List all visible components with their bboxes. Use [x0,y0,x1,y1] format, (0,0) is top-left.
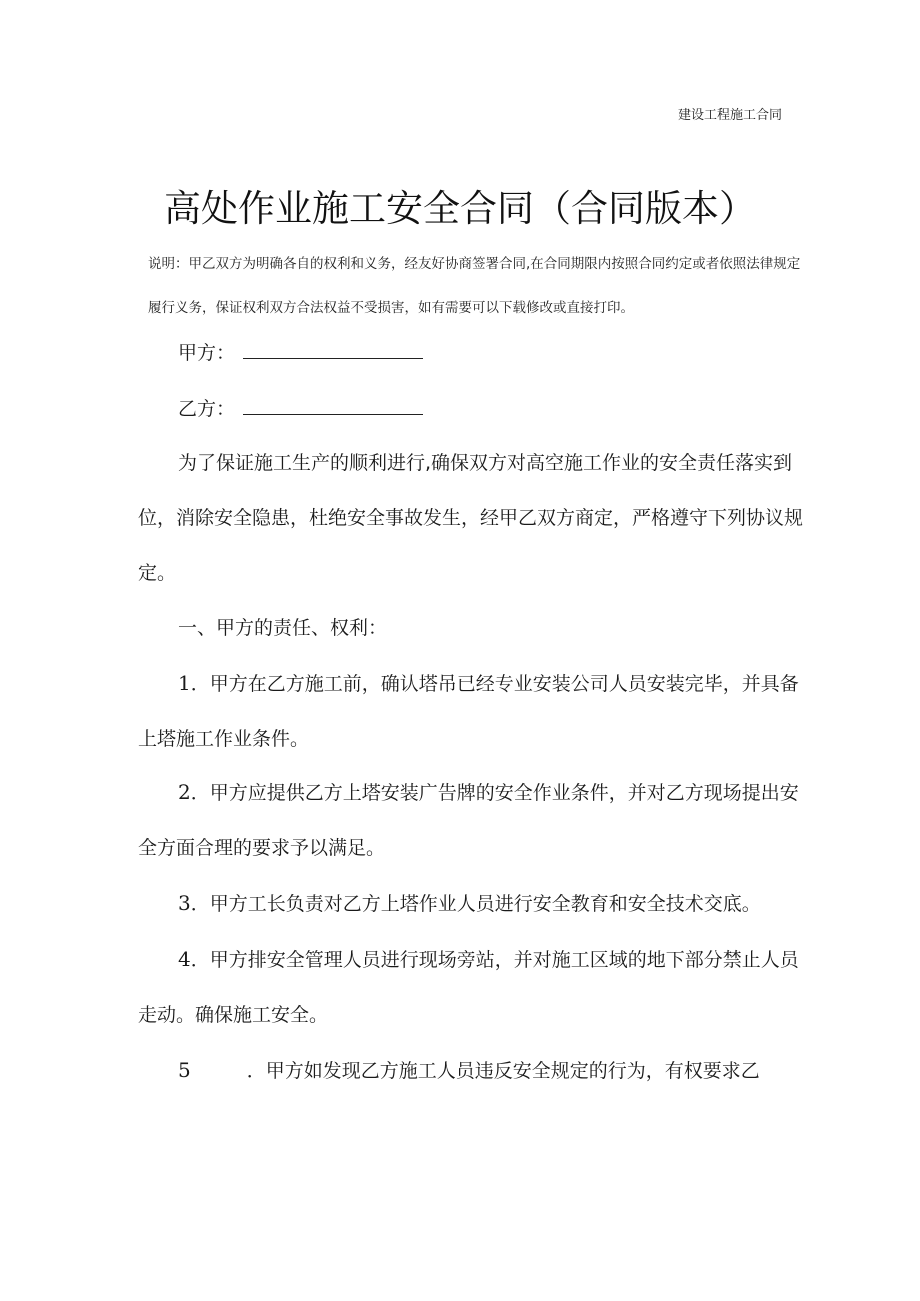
item-2 [138,765,806,876]
party-b-label: 乙方： [178,398,236,420]
header-note: 建设工程施工合同 [677,108,782,123]
item-4 [138,932,806,1043]
document-description: 说明：甲乙双方为明确各自的权利和义务，经友好协商签署合同,在合同期限内按照合同约定或者依照法律规定履行义务，保证权利双方合法权益不受损害，如有需要可以下载修改或直接打印。 [148,256,801,316]
item-4-number: 4 [178,947,191,971]
item-2-text: ．甲方应提供乙方上塔安装广告牌的安全作业条件，并对乙方现场提出安全方面合理的要求予以满足。 [138,782,799,859]
party-b-blank [243,396,423,415]
document-title: 高处作业施工安全合同（合同版本） [164,187,756,230]
party-a-line [178,338,423,365]
item-2-number: 2 [178,780,191,804]
intro-paragraph: 为了保证施工生产的顺利进行,确保双方对高空施工作业的安全责任落实到位，消除安全隐患，杜绝安全事故发生，经甲乙双方商定，严格遵守下列协议规定。 [138,452,804,584]
item-1-number: 1 [178,671,191,695]
item-1 [138,656,806,767]
item-3-text: ．甲方工长负责对乙方上塔作业人员进行安全教育和安全技术交底。 [190,893,761,915]
item-5 [138,1043,806,1099]
party-b-line [178,394,423,421]
item-5-number: 5 [178,1058,191,1082]
party-a-blank [243,340,423,359]
item-5-text: ．甲方如发现乙方施工人员违反安全规定的行为，有权要求乙 [246,1060,760,1082]
party-a-label: 甲方： [178,342,236,364]
item-4-text: ．甲方排安全管理人员进行现场旁站，并对施工区域的地下部分禁止人员走动。确保施工安全。 [138,949,799,1026]
section1-heading: 一、甲方的责任、权利： [178,617,388,639]
item-3 [138,876,806,932]
item-1-text: ．甲方在乙方施工前，确认塔吊已经专业安装公司人员安装完毕，并具备上塔施工作业条件。 [138,673,799,750]
item-3-number: 3 [178,891,191,915]
